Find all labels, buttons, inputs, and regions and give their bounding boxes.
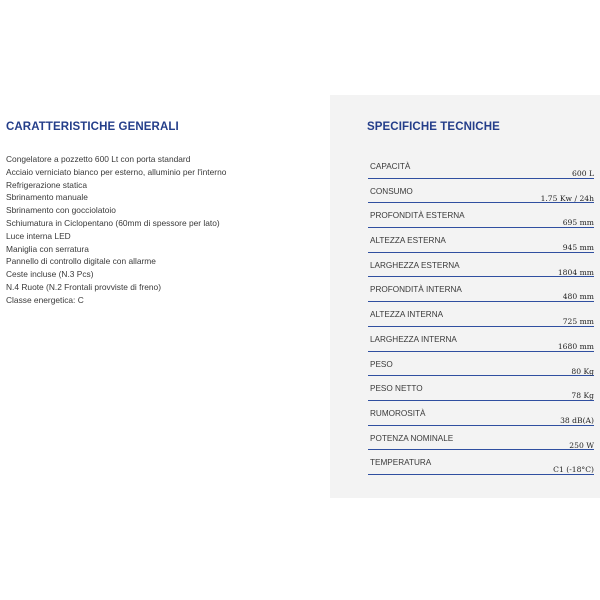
spec-value: 945 mm <box>562 243 594 253</box>
spec-label: ALTEZZA ESTERNA <box>370 236 446 246</box>
general-features-title: CARATTERISTICHE GENERALI <box>6 121 179 133</box>
spec-value: C1 (-18°C) <box>553 465 594 475</box>
feature-item: Sbrinamento manuale <box>6 192 88 203</box>
feature-item: Sbrinamento con gocciolatoio <box>6 205 116 216</box>
spec-row <box>368 277 594 302</box>
feature-item: Classe energetica: C <box>6 294 84 305</box>
spec-value: 80 Kg <box>571 366 594 376</box>
spec-row <box>368 179 594 204</box>
spec-label: PESO NETTO <box>370 384 423 394</box>
feature-item: Ceste incluse (N.3 Pcs) <box>6 269 94 280</box>
feature-item: Refrigerazione statica <box>6 179 87 190</box>
spec-row <box>368 376 594 401</box>
feature-item: Acciaio verniciato bianco per esterno, alluminio per l'interno <box>6 166 227 177</box>
feature-item: Pannello di controllo digitale con allarme <box>6 256 156 267</box>
feature-item: Schiumatura in Ciclopentano (60mm di spessore per lato) <box>6 217 220 228</box>
spec-value: 1804 mm <box>557 267 594 277</box>
spec-label: CAPACITÀ <box>370 162 411 171</box>
spec-label: LARGHEZZA INTERNA <box>370 334 457 344</box>
spec-label: ALTEZZA INTERNA <box>370 310 444 320</box>
spec-value: 725 mm <box>562 317 594 327</box>
technical-specs-table <box>368 154 594 475</box>
spec-row <box>368 302 594 327</box>
feature-item: Maniglia con serratura <box>6 243 89 254</box>
spec-row <box>368 253 594 278</box>
spec-label: LARGHEZZA ESTERNA <box>370 260 460 270</box>
general-features-list <box>6 153 226 307</box>
spec-value: 78 Kg <box>571 391 594 401</box>
feature-item: Luce interna LED <box>6 230 71 241</box>
spec-label: PESO <box>370 359 393 369</box>
spec-row <box>368 352 594 377</box>
spec-label: CONSUMO <box>370 186 413 196</box>
feature-item: N.4 Ruote (N.2 Frontali provviste di freno) <box>6 281 161 292</box>
technical-specs-panel <box>330 95 600 498</box>
spec-row <box>368 228 594 253</box>
spec-value: 600 L <box>572 169 594 178</box>
spec-label: TEMPERATURA <box>370 458 432 468</box>
spec-label: RUMOROSITÀ <box>370 408 426 418</box>
spec-value: 1680 mm <box>557 341 594 351</box>
spec-row <box>368 203 594 228</box>
spec-value: 250 W <box>569 440 594 450</box>
spec-value: 480 mm <box>562 292 594 302</box>
technical-specs-title: SPECIFICHE TECNICHE <box>367 121 500 133</box>
spec-label: POTENZA NOMINALE <box>370 433 454 443</box>
spec-value: 38 dB(A) <box>560 415 594 425</box>
spec-row <box>368 327 594 352</box>
spec-row <box>368 450 594 475</box>
spec-label: PROFONDITÀ ESTERNA <box>370 211 465 221</box>
spec-row <box>368 154 594 179</box>
spec-row <box>368 426 594 451</box>
spec-label: PROFONDITÀ INTERNA <box>370 285 462 295</box>
spec-value: 695 mm <box>562 218 594 228</box>
feature-item: Congelatore a pozzetto 600 Lt con porta standard <box>6 154 191 164</box>
spec-row <box>368 401 594 426</box>
spec-value: 1.75 Kw / 24h <box>540 193 594 203</box>
